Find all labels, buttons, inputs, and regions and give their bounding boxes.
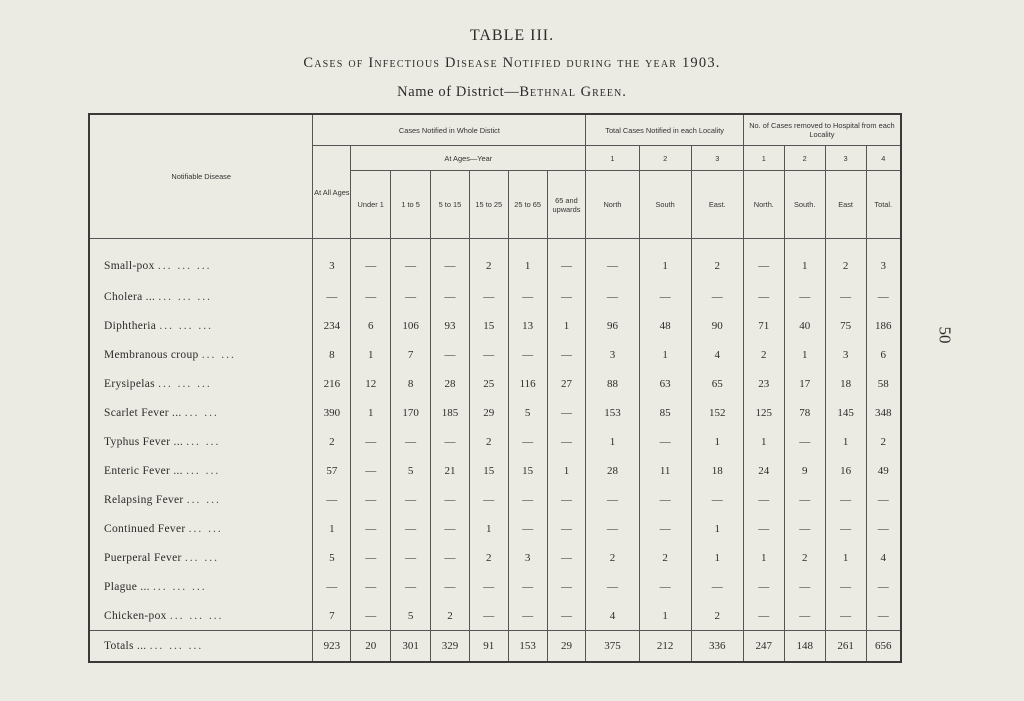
district-prefix: Name of District—: [397, 84, 520, 100]
disease-name: Continued Fever: [104, 522, 186, 535]
value-cell: —: [547, 398, 586, 427]
header-age-col: 1 to 5: [391, 171, 431, 239]
header-locality-num: 1: [586, 146, 639, 171]
value-cell: —: [391, 239, 431, 283]
value-cell: 27: [547, 369, 586, 398]
disease-name: Plague ...: [104, 580, 150, 593]
value-cell: 2: [639, 543, 691, 572]
value-cell: 20: [351, 631, 391, 663]
value-cell: 4: [866, 543, 901, 572]
value-cell: —: [391, 543, 431, 572]
header-locality-name: North: [586, 171, 639, 239]
value-cell: —: [508, 485, 547, 514]
value-cell: —: [825, 601, 866, 631]
value-cell: —: [391, 485, 431, 514]
disease-cell: [89, 543, 313, 572]
value-cell: —: [639, 427, 691, 456]
value-cell: 96: [586, 311, 639, 340]
value-cell: —: [586, 485, 639, 514]
value-cell: —: [351, 572, 391, 601]
disease-cell: [89, 456, 313, 485]
value-cell: 106: [391, 311, 431, 340]
value-cell: 1: [313, 514, 351, 543]
value-cell: —: [866, 572, 901, 601]
value-cell: 28: [431, 369, 470, 398]
header-notifiable-disease: Notifiable Disease: [89, 114, 313, 239]
value-cell: —: [639, 514, 691, 543]
value-cell: 145: [825, 398, 866, 427]
value-cell: 18: [825, 369, 866, 398]
value-cell: —: [469, 572, 508, 601]
value-cell: 16: [825, 456, 866, 485]
table-row: [89, 239, 901, 283]
value-cell: 1: [639, 601, 691, 631]
header-locality-name: South: [639, 171, 691, 239]
table-row: [89, 340, 901, 369]
value-cell: 1: [743, 427, 784, 456]
value-cell: 1: [639, 340, 691, 369]
value-cell: 185: [431, 398, 470, 427]
value-cell: —: [431, 282, 470, 311]
page-title: Cases of Infectious Disease Notified during the year 1903.: [303, 55, 721, 71]
value-cell: —: [825, 514, 866, 543]
header-age-col: 15 to 25: [469, 171, 508, 239]
value-cell: —: [431, 239, 470, 283]
header-hospital: No. of Cases removed to Hospital from each Locality: [743, 114, 901, 146]
table-row: [89, 282, 901, 311]
value-cell: —: [431, 340, 470, 369]
value-cell: 375: [586, 631, 639, 663]
value-cell: —: [547, 543, 586, 572]
table-row: [89, 456, 901, 485]
header-age-col: Under 1: [351, 171, 391, 239]
leader-dots: ... ...: [186, 493, 221, 506]
value-cell: —: [547, 340, 586, 369]
value-cell: —: [547, 239, 586, 283]
value-cell: —: [639, 485, 691, 514]
leader-dots: ... ...: [184, 551, 219, 564]
value-cell: 63: [639, 369, 691, 398]
value-cell: 40: [784, 311, 825, 340]
leader-dots: ... ...: [186, 464, 221, 477]
disease-name: Membranous croup: [104, 348, 199, 361]
value-cell: —: [547, 514, 586, 543]
leader-dots: ... ... ...: [158, 377, 212, 390]
value-cell: 24: [743, 456, 784, 485]
value-cell: —: [469, 485, 508, 514]
value-cell: 1: [351, 398, 391, 427]
disease-name: Scarlet Fever ...: [104, 406, 182, 419]
value-cell: —: [743, 572, 784, 601]
header-hospital-num: 2: [784, 146, 825, 171]
value-cell: 1: [691, 543, 743, 572]
value-cell: 7: [313, 601, 351, 631]
value-cell: 7: [391, 340, 431, 369]
value-cell: 125: [743, 398, 784, 427]
value-cell: 49: [866, 456, 901, 485]
value-cell: 152: [691, 398, 743, 427]
header-hospital-num: 4: [866, 146, 901, 171]
value-cell: 65: [691, 369, 743, 398]
leader-dots: ... ...: [188, 522, 223, 535]
header-locality-num: 2: [639, 146, 691, 171]
value-cell: 1: [825, 543, 866, 572]
value-cell: —: [743, 601, 784, 631]
value-cell: 3: [825, 340, 866, 369]
value-cell: 2: [469, 427, 508, 456]
value-cell: 2: [825, 239, 866, 283]
leader-dots: ... ... ...: [159, 319, 213, 332]
value-cell: 85: [639, 398, 691, 427]
value-cell: 3: [313, 239, 351, 283]
disease-cell: [89, 340, 313, 369]
header-hospital-name: South.: [784, 171, 825, 239]
value-cell: —: [691, 282, 743, 311]
value-cell: 2: [743, 340, 784, 369]
value-cell: —: [431, 514, 470, 543]
disease-cell: [89, 601, 313, 631]
value-cell: 1: [743, 543, 784, 572]
value-cell: 17: [784, 369, 825, 398]
disease-name: Small-pox: [104, 259, 155, 272]
value-cell: —: [547, 601, 586, 631]
value-cell: 29: [547, 631, 586, 663]
value-cell: 91: [469, 631, 508, 663]
value-cell: 21: [431, 456, 470, 485]
value-cell: 3: [866, 239, 901, 283]
value-cell: 13: [508, 311, 547, 340]
value-cell: —: [313, 282, 351, 311]
value-cell: 8: [391, 369, 431, 398]
disease-name: Erysipelas: [104, 377, 155, 390]
header-age-col: 25 to 65: [508, 171, 547, 239]
header-age-col: 65 and upwards: [547, 171, 586, 239]
value-cell: 4: [691, 340, 743, 369]
value-cell: —: [351, 427, 391, 456]
value-cell: —: [784, 485, 825, 514]
value-cell: 247: [743, 631, 784, 663]
value-cell: 301: [391, 631, 431, 663]
value-cell: —: [743, 514, 784, 543]
value-cell: 2: [313, 427, 351, 456]
table-row: [89, 572, 901, 601]
disease-name: Diphtheria: [104, 319, 157, 332]
value-cell: —: [639, 572, 691, 601]
header-hospital-num: 1: [743, 146, 784, 171]
header-locality-num: 3: [691, 146, 743, 171]
value-cell: 1: [547, 311, 586, 340]
table-total-row: [89, 631, 901, 663]
value-cell: 5: [508, 398, 547, 427]
value-cell: 390: [313, 398, 351, 427]
disease-cell: [89, 369, 313, 398]
value-cell: 15: [469, 456, 508, 485]
value-cell: 2: [784, 543, 825, 572]
value-cell: 348: [866, 398, 901, 427]
value-cell: —: [313, 485, 351, 514]
value-cell: —: [391, 427, 431, 456]
table-row: [89, 601, 901, 631]
value-cell: 3: [586, 340, 639, 369]
value-cell: 1: [825, 427, 866, 456]
header-hospital-name: North.: [743, 171, 784, 239]
value-cell: —: [431, 543, 470, 572]
value-cell: 6: [351, 311, 391, 340]
value-cell: —: [351, 456, 391, 485]
header-hospital-name: Total.: [866, 171, 901, 239]
value-cell: 12: [351, 369, 391, 398]
value-cell: 25: [469, 369, 508, 398]
value-cell: —: [547, 427, 586, 456]
value-cell: 1: [547, 456, 586, 485]
value-cell: 2: [469, 239, 508, 283]
disease-cell: [89, 631, 313, 663]
value-cell: —: [784, 572, 825, 601]
table-body: [89, 239, 901, 663]
value-cell: 1: [508, 239, 547, 283]
value-cell: 2: [866, 427, 901, 456]
leader-dots: ... ...: [186, 435, 221, 448]
value-cell: 329: [431, 631, 470, 663]
value-cell: 2: [431, 601, 470, 631]
table-number: TABLE III.: [469, 27, 555, 44]
value-cell: —: [431, 572, 470, 601]
header-hospital-name: East: [825, 171, 866, 239]
value-cell: 2: [469, 543, 508, 572]
value-cell: —: [508, 572, 547, 601]
value-cell: —: [691, 572, 743, 601]
value-cell: —: [743, 485, 784, 514]
value-cell: 212: [639, 631, 691, 663]
value-cell: —: [547, 485, 586, 514]
value-cell: 29: [469, 398, 508, 427]
leader-dots: ... ... ...: [157, 259, 212, 272]
value-cell: —: [391, 282, 431, 311]
disease-cell: [89, 311, 313, 340]
value-cell: —: [313, 572, 351, 601]
value-cell: —: [784, 601, 825, 631]
disease-cell: [89, 572, 313, 601]
value-cell: 2: [586, 543, 639, 572]
disease-name: Puerperal Fever: [104, 551, 182, 564]
header-locality-name: East.: [691, 171, 743, 239]
value-cell: 78: [784, 398, 825, 427]
value-cell: 9: [784, 456, 825, 485]
header-age-col: 5 to 15: [431, 171, 470, 239]
value-cell: 186: [866, 311, 901, 340]
value-cell: —: [743, 239, 784, 283]
leader-dots: ... ... ...: [169, 609, 224, 622]
value-cell: 1: [784, 239, 825, 283]
table-row: [89, 369, 901, 398]
value-cell: 1: [691, 514, 743, 543]
value-cell: —: [547, 572, 586, 601]
value-cell: —: [351, 282, 391, 311]
value-cell: —: [825, 485, 866, 514]
value-cell: 1: [639, 239, 691, 283]
value-cell: —: [586, 282, 639, 311]
value-cell: —: [784, 514, 825, 543]
disease-name: Enteric Fever ...: [104, 464, 183, 477]
value-cell: 2: [691, 239, 743, 283]
disease-name: Chicken-pox: [104, 609, 167, 622]
value-cell: 1: [351, 340, 391, 369]
table-row: [89, 543, 901, 572]
header-all-ages: At All Ages: [313, 146, 351, 239]
value-cell: 153: [508, 631, 547, 663]
disease-name: Totals ...: [104, 640, 147, 652]
value-cell: —: [508, 427, 547, 456]
value-cell: 170: [391, 398, 431, 427]
value-cell: —: [431, 427, 470, 456]
value-cell: 11: [639, 456, 691, 485]
table-row: [89, 485, 901, 514]
value-cell: —: [431, 485, 470, 514]
value-cell: —: [784, 282, 825, 311]
table-row: [89, 311, 901, 340]
district-line: [0, 84, 1024, 101]
value-cell: —: [866, 282, 901, 311]
value-cell: 2: [691, 601, 743, 631]
value-cell: —: [469, 340, 508, 369]
value-cell: —: [866, 514, 901, 543]
value-cell: 48: [639, 311, 691, 340]
value-cell: 15: [508, 456, 547, 485]
value-cell: —: [691, 485, 743, 514]
value-cell: 28: [586, 456, 639, 485]
disease-name: Relapsing Fever: [104, 493, 184, 506]
value-cell: 93: [431, 311, 470, 340]
page-number: 50: [935, 326, 955, 344]
disease-cell: [89, 282, 313, 311]
value-cell: —: [351, 239, 391, 283]
value-cell: 88: [586, 369, 639, 398]
value-cell: 234: [313, 311, 351, 340]
value-cell: —: [866, 601, 901, 631]
value-cell: —: [639, 282, 691, 311]
value-cell: 15: [469, 311, 508, 340]
value-cell: —: [866, 485, 901, 514]
value-cell: 148: [784, 631, 825, 663]
value-cell: —: [586, 239, 639, 283]
header-whole-district: Cases Notified in Whole Distict: [313, 114, 586, 146]
value-cell: 18: [691, 456, 743, 485]
value-cell: —: [508, 514, 547, 543]
disease-cell: [89, 485, 313, 514]
value-cell: 3: [508, 543, 547, 572]
leader-dots: ... ...: [201, 348, 236, 361]
value-cell: 6: [866, 340, 901, 369]
table-row: [89, 398, 901, 427]
leader-dots: ... ... ...: [153, 580, 207, 593]
value-cell: —: [351, 601, 391, 631]
value-cell: —: [586, 514, 639, 543]
value-cell: —: [508, 282, 547, 311]
value-cell: —: [508, 601, 547, 631]
value-cell: —: [391, 514, 431, 543]
value-cell: —: [547, 282, 586, 311]
disease-cell: [89, 239, 313, 283]
value-cell: 57: [313, 456, 351, 485]
value-cell: —: [825, 572, 866, 601]
value-cell: —: [784, 427, 825, 456]
table-row: [89, 427, 901, 456]
value-cell: 1: [469, 514, 508, 543]
leader-dots: ... ...: [184, 406, 219, 419]
value-cell: 1: [586, 427, 639, 456]
value-cell: 216: [313, 369, 351, 398]
value-cell: 90: [691, 311, 743, 340]
disease-cell: [89, 427, 313, 456]
value-cell: —: [586, 572, 639, 601]
value-cell: 75: [825, 311, 866, 340]
value-cell: —: [351, 543, 391, 572]
value-cell: —: [825, 282, 866, 311]
value-cell: —: [508, 340, 547, 369]
infectious-disease-table: [88, 113, 902, 663]
table-row: [89, 514, 901, 543]
value-cell: 923: [313, 631, 351, 663]
value-cell: 8: [313, 340, 351, 369]
disease-name: Typhus Fever ...: [104, 435, 184, 448]
value-cell: 1: [784, 340, 825, 369]
district-name: Bethnal Green.: [519, 84, 627, 100]
value-cell: 656: [866, 631, 901, 663]
value-cell: 1: [691, 427, 743, 456]
header-locality: Total Cases Notified in each Locality: [586, 114, 743, 146]
value-cell: —: [351, 485, 391, 514]
header-ages-year: At Ages—Year: [351, 146, 586, 171]
disease-cell: [89, 398, 313, 427]
value-cell: —: [469, 601, 508, 631]
value-cell: 4: [586, 601, 639, 631]
value-cell: —: [743, 282, 784, 311]
value-cell: 5: [391, 456, 431, 485]
value-cell: 336: [691, 631, 743, 663]
value-cell: 5: [313, 543, 351, 572]
leader-dots: ... ... ...: [149, 640, 204, 652]
value-cell: 116: [508, 369, 547, 398]
value-cell: —: [351, 514, 391, 543]
value-cell: —: [391, 572, 431, 601]
value-cell: 71: [743, 311, 784, 340]
value-cell: 23: [743, 369, 784, 398]
disease-name: Cholera ...: [104, 290, 156, 303]
value-cell: 153: [586, 398, 639, 427]
value-cell: —: [469, 282, 508, 311]
header-hospital-num: 3: [825, 146, 866, 171]
disease-cell: [89, 514, 313, 543]
leader-dots: ... ... ...: [158, 290, 213, 303]
value-cell: 58: [866, 369, 901, 398]
value-cell: 261: [825, 631, 866, 663]
value-cell: 5: [391, 601, 431, 631]
